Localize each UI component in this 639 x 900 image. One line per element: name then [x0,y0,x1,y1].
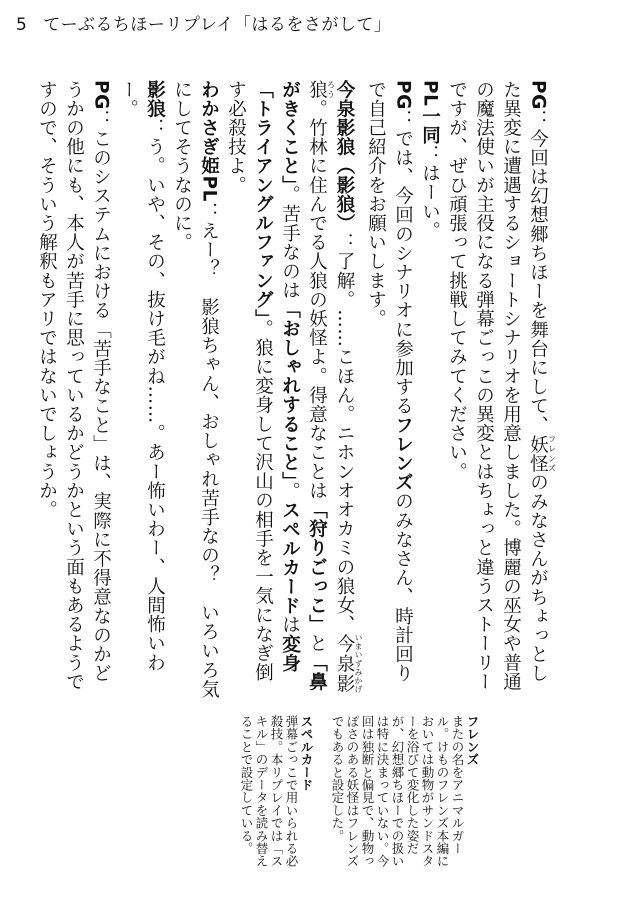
term-spellcard: スペルカード [279,500,301,616]
speaker: PG [527,80,549,110]
colon: ： [527,109,549,130]
term-friends: フレンズ [392,415,414,492]
line-text: はーい。 [419,163,441,241]
line-text: は [279,615,301,635]
running-header [16,10,616,35]
note-text: 弾幕ごっこで用いられる必殺技。本リプレイでは「スキル」のデータを読み替えることで設定している。 [239,715,299,868]
colon: ： [90,109,112,130]
line-text: う。いや、その、抜け毛がね……。あー怖いわー、人間怖いわー。 [117,80,166,673]
line-text: 。狼に変身して沢山の相手を一気になぎ倒す必殺技よ。 [225,80,274,682]
line-text: では、今回のシナリオに参加する [392,129,414,416]
spellcard-name: 変身「トライアングルファング」 [252,80,301,673]
speaker: 今泉影狼（影狼） [334,80,355,233]
dialogue-line-7 [34,80,115,700]
line-text: 。 [279,481,301,501]
colon: ： [419,144,441,164]
dialogue-line-3 [363,80,417,700]
main-text [36,80,557,700]
dialogue-line-6 [115,80,169,700]
weakness-fashion: 「おしゃれすること」 [279,299,301,482]
running-title: てーぶるちほーリプレイ「はるをさがして」 [43,15,392,35]
page-number: 5 [16,15,28,35]
footnotes [60,715,480,880]
line-text: このシステムにおける「苦手なこと」は、実際に不得意なのかどうかの他にも、本人が苦手に思っているかどうかという面もあるようですので、そういう解釈もアリではないでしょうか。 [36,80,112,692]
dialogue-line-4 [223,80,363,700]
note-title: スペルカード [299,715,314,792]
ruby-annotation [527,434,557,473]
ruby-text: いまいずみかげろう [326,80,363,694]
speaker: わかさぎ姫PL [198,80,220,203]
line-text: 。苦手なのは [279,185,301,300]
colon: ： [392,109,414,130]
colon: ： [334,232,355,252]
ruby-base: 妖怪 [527,434,549,473]
dialogue-line-2 [417,80,444,700]
speaker: PL一同 [419,80,441,145]
dialogue-line-5 [169,80,223,700]
line-text: 今回は幻想郷ちほーを舞台にして、 [527,129,549,435]
line-text: のみなさんがちょっとした異変に遭遇するショートシナリオを用意しました。博麗の巫女や普通の魔法使いが主役になる弾幕ごっこの異変とはちょっと違うストーリーですが、ぜひ頑張って挑戦してみてください。 [446,80,549,692]
line-text: 。竹林に住んでる人狼の妖怪よ。得意なことは [306,99,328,501]
speaker: 影狼 [144,80,166,119]
strength-nose: 「鼻がきくこと」 [279,80,328,692]
note-text: またの名をアニマルガール。けものフレンズ本編においては動物がサンドスターを浴びて変化した姿だが、幻想郷ちほーでの扱いは特に決まっていない。今回は独断と偏見で、動物っぽさのある妖怪はフレンズでもあると設定した。 [330,715,465,868]
line-text: のみなさん、時計回りで自己紹介をお願いします。 [365,80,414,683]
strength-hunting: 「狩りごっこ」 [306,500,328,634]
speaker: PG [90,80,112,110]
line-text: えー？ 影狼ちゃん、おしゃれ苦手なの？ いろいろ気にしてそうなのに。 [171,80,220,699]
ruby-text: フレンズ [547,434,557,473]
note-friends [330,715,480,880]
note-spellcard [239,715,314,880]
note-title: フレンズ [465,715,480,766]
colon: ： [198,202,220,222]
speaker: PG [392,80,414,110]
colon: ： [144,118,166,138]
line-text: 了解。……こほん。ニホンオオカミの狼女、 [334,251,355,634]
line-text: と [306,633,328,654]
dialogue-line-1 [444,80,557,700]
ruby-base: 今泉影狼 [306,80,355,694]
